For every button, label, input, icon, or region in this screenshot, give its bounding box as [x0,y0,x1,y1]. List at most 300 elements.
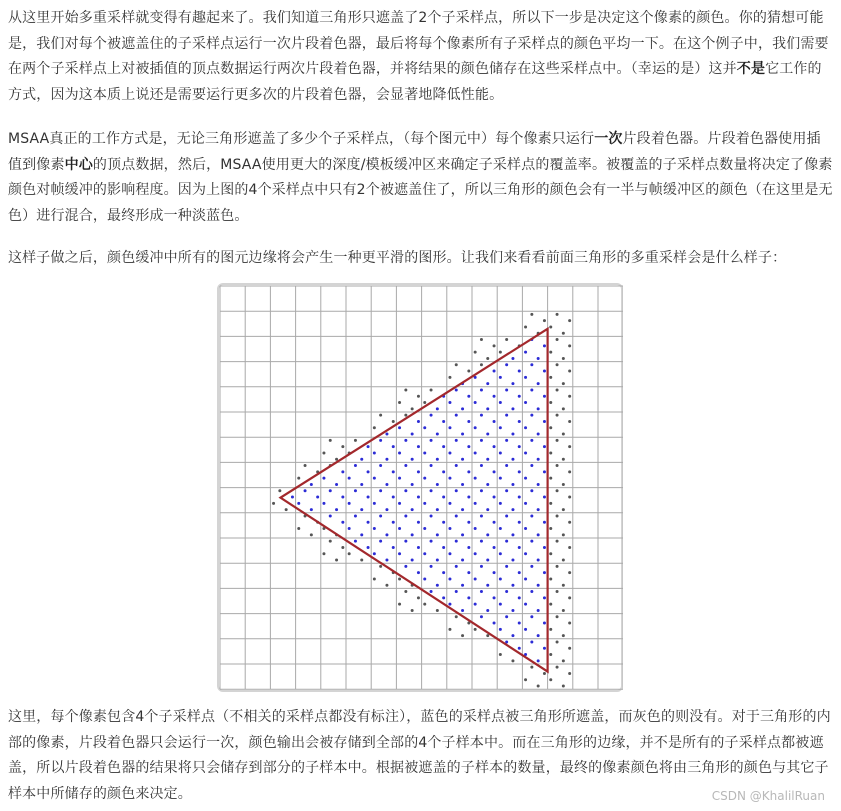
covered-sample-point [310,483,313,486]
uncovered-sample-point [562,659,565,662]
covered-sample-point [543,370,546,373]
uncovered-sample-point [562,332,565,335]
uncovered-sample-point [556,388,559,391]
uncovered-sample-point [549,577,552,580]
covered-sample-point [411,433,414,436]
covered-sample-point [448,577,451,580]
covered-sample-point [322,502,325,505]
covered-sample-point [448,451,451,454]
uncovered-sample-point [461,634,464,637]
uncovered-sample-point [480,363,483,366]
covered-sample-point [530,565,533,568]
covered-sample-point [448,527,451,530]
covered-sample-point [505,414,508,417]
covered-sample-point [423,527,426,530]
covered-sample-point [537,508,540,511]
covered-sample-point [417,420,420,423]
covered-sample-point [442,445,445,448]
covered-sample-point [518,546,521,549]
covered-sample-point [373,477,376,480]
covered-sample-point [417,496,420,499]
covered-sample-point [335,508,338,511]
covered-sample-point [392,445,395,448]
covered-sample-point [379,514,382,517]
uncovered-sample-point [556,666,559,669]
uncovered-sample-point [297,527,300,530]
covered-sample-point [511,609,514,612]
covered-sample-point [499,603,502,606]
covered-sample-point [474,527,477,530]
covered-sample-point [467,420,470,423]
covered-sample-point [436,483,439,486]
uncovered-sample-point [398,577,401,580]
paragraph-msaa-explanation [8,127,834,229]
uncovered-sample-point [474,351,477,354]
uncovered-sample-point [568,496,571,499]
covered-sample-point [354,464,357,467]
uncovered-sample-point [562,458,565,461]
covered-sample-point [511,634,514,637]
covered-sample-point [354,514,357,517]
uncovered-sample-point [568,672,571,675]
uncovered-sample-point [568,420,571,423]
covered-sample-point [455,388,458,391]
covered-sample-point [474,603,477,606]
uncovered-sample-point [404,590,407,593]
covered-sample-point [354,540,357,543]
covered-sample-point [448,502,451,505]
uncovered-sample-point [562,559,565,562]
uncovered-sample-point [556,414,559,417]
covered-sample-point [436,407,439,410]
covered-sample-point [461,483,464,486]
uncovered-sample-point [329,439,332,442]
covered-sample-point [511,483,514,486]
covered-sample-point [524,628,527,631]
uncovered-sample-point [568,596,571,599]
covered-sample-point [537,458,540,461]
covered-sample-point [467,521,470,524]
paragraph-text-segment: 它工作的方式，因为这本质上说还是需要运行更多次的片段着色器，会显著地降低性能。 [8,61,822,103]
covered-sample-point [530,590,533,593]
uncovered-sample-point [341,546,344,549]
uncovered-sample-point [398,401,401,404]
covered-sample-point [467,445,470,448]
covered-sample-point [404,565,407,568]
uncovered-sample-point [467,370,470,373]
covered-sample-point [392,470,395,473]
covered-sample-point [379,464,382,467]
covered-sample-point [474,552,477,555]
covered-sample-point [430,514,433,517]
covered-sample-point [461,559,464,562]
covered-sample-point [474,477,477,480]
uncovered-sample-point [556,313,559,316]
covered-sample-point [480,615,483,618]
covered-sample-point [411,533,414,536]
covered-sample-point [537,483,540,486]
covered-sample-point [461,407,464,410]
covered-sample-point [436,559,439,562]
covered-sample-point [486,382,489,385]
covered-sample-point [518,571,521,574]
covered-sample-point [524,351,527,354]
covered-sample-point [341,470,344,473]
covered-sample-point [442,470,445,473]
covered-sample-point [455,464,458,467]
uncovered-sample-point [562,357,565,360]
covered-sample-point [442,596,445,599]
uncovered-sample-point [278,489,281,492]
covered-sample-point [467,546,470,549]
uncovered-sample-point [568,370,571,373]
uncovered-sample-point [568,546,571,549]
covered-sample-point [530,615,533,618]
uncovered-sample-point [562,483,565,486]
covered-sample-point [442,420,445,423]
covered-sample-point [499,451,502,454]
uncovered-sample-point [272,502,275,505]
covered-sample-point [360,508,363,511]
covered-sample-point [379,489,382,492]
uncovered-sample-point [499,351,502,354]
covered-sample-point [335,483,338,486]
paragraph-summary [8,705,834,807]
uncovered-sample-point [505,338,508,341]
covered-sample-point [373,451,376,454]
uncovered-sample-point [436,609,439,612]
covered-sample-point [417,445,420,448]
uncovered-sample-point [568,470,571,473]
covered-sample-point [367,470,370,473]
uncovered-sample-point [549,653,552,656]
uncovered-sample-point [556,338,559,341]
uncovered-sample-point [304,464,307,467]
covered-sample-point [518,370,521,373]
uncovered-sample-point [562,584,565,587]
uncovered-sample-point [562,533,565,536]
uncovered-sample-point [543,672,546,675]
covered-sample-point [530,489,533,492]
emphasis-text: 一次 [594,131,623,147]
uncovered-sample-point [474,628,477,631]
uncovered-sample-point [556,565,559,568]
covered-sample-point [436,584,439,587]
covered-sample-point [499,577,502,580]
covered-sample-point [505,464,508,467]
covered-sample-point [524,603,527,606]
covered-sample-point [436,508,439,511]
covered-sample-point [430,489,433,492]
covered-sample-point [511,584,514,587]
covered-sample-point [341,496,344,499]
uncovered-sample-point [556,439,559,442]
covered-sample-point [348,502,351,505]
covered-sample-point [511,407,514,410]
paragraph-text-segment: 这样子做之后，颜色缓冲中所有的图元边缘将会产生一种更平滑的图形。让我们来看看前面三角形的多重采样会是什么样子： [8,250,787,266]
covered-sample-point [543,647,546,650]
covered-sample-point [480,565,483,568]
uncovered-sample-point [549,502,552,505]
uncovered-sample-point [556,363,559,366]
covered-sample-point [537,382,540,385]
covered-sample-point [518,521,521,524]
uncovered-sample-point [423,401,426,404]
uncovered-sample-point [335,559,338,562]
uncovered-sample-point [556,464,559,467]
covered-sample-point [537,609,540,612]
uncovered-sample-point [430,388,433,391]
covered-sample-point [442,571,445,574]
covered-sample-point [486,407,489,410]
uncovered-sample-point [448,628,451,631]
covered-sample-point [505,590,508,593]
covered-sample-point [329,489,332,492]
uncovered-sample-point [549,552,552,555]
covered-sample-point [404,540,407,543]
covered-sample-point [442,496,445,499]
uncovered-sample-point [530,666,533,669]
uncovered-sample-point [568,571,571,574]
covered-sample-point [480,414,483,417]
paragraph-text-segment: 的顶点数据，然后，MSAA使用更大的深度/模板缓冲区来确定子采样点的覆盖率。被覆盖的子采样点数量将决定了像素颜色对帧缓冲的影响程度。因为上图的4个采样点中只有2个被遮盖住了，所以三角形的颜色会有一半与帧缓冲区的颜色（在这里是无色）进行混合，最终形成一种淡蓝色。 [8,156,833,224]
covered-sample-point [518,445,521,448]
covered-sample-point [530,363,533,366]
covered-sample-point [511,533,514,536]
covered-sample-point [348,527,351,530]
covered-sample-point [524,477,527,480]
covered-sample-point [511,559,514,562]
uncovered-sample-point [322,451,325,454]
covered-sample-point [392,521,395,524]
covered-sample-point [404,489,407,492]
uncovered-sample-point [297,477,300,480]
covered-sample-point [341,521,344,524]
paragraph-text-segment: MSAA真正的工作方式是，无论三角形遮盖了多少个子采样点，（每个图元中）每个像素只运行 [8,131,595,147]
covered-sample-point [423,451,426,454]
covered-sample-point [493,370,496,373]
uncovered-sample-point [329,540,332,543]
covered-sample-point [436,458,439,461]
covered-sample-point [530,414,533,417]
covered-sample-point [291,496,294,499]
uncovered-sample-point [556,590,559,593]
uncovered-sample-point [562,685,565,688]
covered-sample-point [297,502,300,505]
covered-sample-point [524,401,527,404]
covered-sample-point [524,577,527,580]
uncovered-sample-point [341,445,344,448]
covered-sample-point [486,458,489,461]
covered-sample-point [493,546,496,549]
covered-sample-point [493,445,496,448]
covered-sample-point [385,508,388,511]
covered-sample-point [493,521,496,524]
covered-sample-point [543,546,546,549]
uncovered-sample-point [417,395,420,398]
covered-sample-point [322,477,325,480]
covered-sample-point [543,445,546,448]
covered-sample-point [511,382,514,385]
covered-sample-point [467,395,470,398]
covered-sample-point [480,540,483,543]
uncovered-sample-point [562,433,565,436]
covered-sample-point [499,527,502,530]
uncovered-sample-point [549,426,552,429]
covered-sample-point [455,414,458,417]
covered-sample-point [530,388,533,391]
uncovered-sample-point [499,653,502,656]
uncovered-sample-point [379,565,382,568]
covered-sample-point [455,514,458,517]
covered-sample-point [499,477,502,480]
uncovered-sample-point [480,338,483,341]
uncovered-sample-point [373,426,376,429]
covered-sample-point [543,395,546,398]
covered-sample-point [537,584,540,587]
covered-sample-point [404,514,407,517]
covered-sample-point [316,496,319,499]
covered-sample-point [455,439,458,442]
uncovered-sample-point [549,603,552,606]
uncovered-sample-point [568,521,571,524]
covered-sample-point [461,433,464,436]
uncovered-sample-point [448,376,451,379]
uncovered-sample-point [486,634,489,637]
uncovered-sample-point [549,351,552,354]
covered-sample-point [499,426,502,429]
covered-sample-point [398,552,401,555]
covered-sample-point [392,546,395,549]
covered-sample-point [385,533,388,536]
covered-sample-point [348,477,351,480]
covered-sample-point [467,571,470,574]
uncovered-sample-point [511,659,514,662]
covered-sample-point [423,577,426,580]
uncovered-sample-point [549,678,552,681]
covered-sample-point [455,489,458,492]
emphasis-text: 不是 [736,61,766,77]
covered-sample-point [486,508,489,511]
covered-sample-point [518,622,521,625]
uncovered-sample-point [385,584,388,587]
uncovered-sample-point [562,407,565,410]
covered-sample-point [430,439,433,442]
covered-sample-point [524,376,527,379]
covered-sample-point [385,433,388,436]
emphasis-text: 中心 [64,156,93,173]
covered-sample-point [329,514,332,517]
uncovered-sample-point [348,552,351,555]
covered-sample-point [448,603,451,606]
covered-sample-point [417,470,420,473]
covered-sample-point [474,502,477,505]
covered-sample-point [499,628,502,631]
covered-sample-point [499,502,502,505]
uncovered-sample-point [568,622,571,625]
uncovered-sample-point [373,577,376,580]
uncovered-sample-point [486,357,489,360]
watermark: CSDN @KhalilRuan [711,789,825,803]
covered-sample-point [511,433,514,436]
paragraph-text-segment: 从这里开始多重采样就变得有趣起来了。我们知道三角形只遮盖了2个子采样点，所以下一步是决定这个像素的颜色。你的猜想可能是，我们对每个被遮盖住的子采样点运行一次片段着色器，最后将每个像素所有子采样点的颜色平均一下。在这个例子中，我们需要在两个子采样点上对被插值的顶点数据运行两次片段着色器，并将结果的颜色储存在这些采样点中。（幸运的是）这并 [8,10,829,77]
covered-sample-point [379,439,382,442]
paragraph-text-segment: 这里，每个像素包含4个子采样点（不相关的采样点都没有标注），蓝色的采样点被三角形所遮盖，而灰色的则没有。对于三角形的内部的像素，片段着色器只会运行一次，颜色输出会被存储到全部的4个子样本中。而在三角形的边缘，并不是所有的子采样点都被遮盖，所以片段着色器的结果将只会储存到部分的子样本中。根据被遮盖的子样本的数量，最终的像素颜色将由三角形的颜色与其它子样本中所储存的颜色来决定。 [8,709,831,802]
covered-sample-point [417,571,420,574]
covered-sample-point [486,609,489,612]
uncovered-sample-point [549,477,552,480]
covered-sample-point [537,533,540,536]
covered-sample-point [474,426,477,429]
paragraph-smoother-edges [8,246,834,272]
covered-sample-point [442,546,445,549]
covered-sample-point [493,622,496,625]
uncovered-sample-point [423,603,426,606]
covered-sample-point [480,388,483,391]
covered-sample-point [480,464,483,467]
uncovered-sample-point [530,313,533,316]
uncovered-sample-point [404,414,407,417]
uncovered-sample-point [549,376,552,379]
covered-sample-point [455,590,458,593]
covered-sample-point [455,540,458,543]
covered-sample-point [530,540,533,543]
covered-sample-point [404,439,407,442]
covered-sample-point [360,533,363,536]
covered-sample-point [499,552,502,555]
covered-sample-point [543,344,546,347]
covered-sample-point [505,615,508,618]
covered-sample-point [448,477,451,480]
covered-sample-point [392,496,395,499]
uncovered-sample-point [455,363,458,366]
covered-sample-point [530,514,533,517]
covered-sample-point [480,590,483,593]
covered-sample-point [398,426,401,429]
uncovered-sample-point [568,647,571,650]
covered-sample-point [461,458,464,461]
uncovered-sample-point [562,508,565,511]
uncovered-sample-point [524,678,527,681]
msaa-triangle-figure [217,283,623,692]
covered-sample-point [423,552,426,555]
covered-sample-point [505,489,508,492]
covered-sample-point [524,502,527,505]
covered-sample-point [423,502,426,505]
covered-sample-point [442,521,445,524]
covered-sample-point [411,559,414,562]
uncovered-sample-point [392,420,395,423]
covered-sample-point [493,571,496,574]
covered-sample-point [537,433,540,436]
uncovered-sample-point [354,439,357,442]
covered-sample-point [537,634,540,637]
covered-sample-point [543,622,546,625]
covered-sample-point [474,577,477,580]
uncovered-sample-point [549,628,552,631]
covered-sample-point [367,521,370,524]
covered-sample-point [480,514,483,517]
covered-sample-point [530,640,533,643]
covered-sample-point [474,401,477,404]
covered-sample-point [530,464,533,467]
covered-sample-point [493,496,496,499]
covered-sample-point [518,647,521,650]
covered-sample-point [543,571,546,574]
uncovered-sample-point [404,388,407,391]
covered-sample-point [518,395,521,398]
covered-sample-point [543,420,546,423]
